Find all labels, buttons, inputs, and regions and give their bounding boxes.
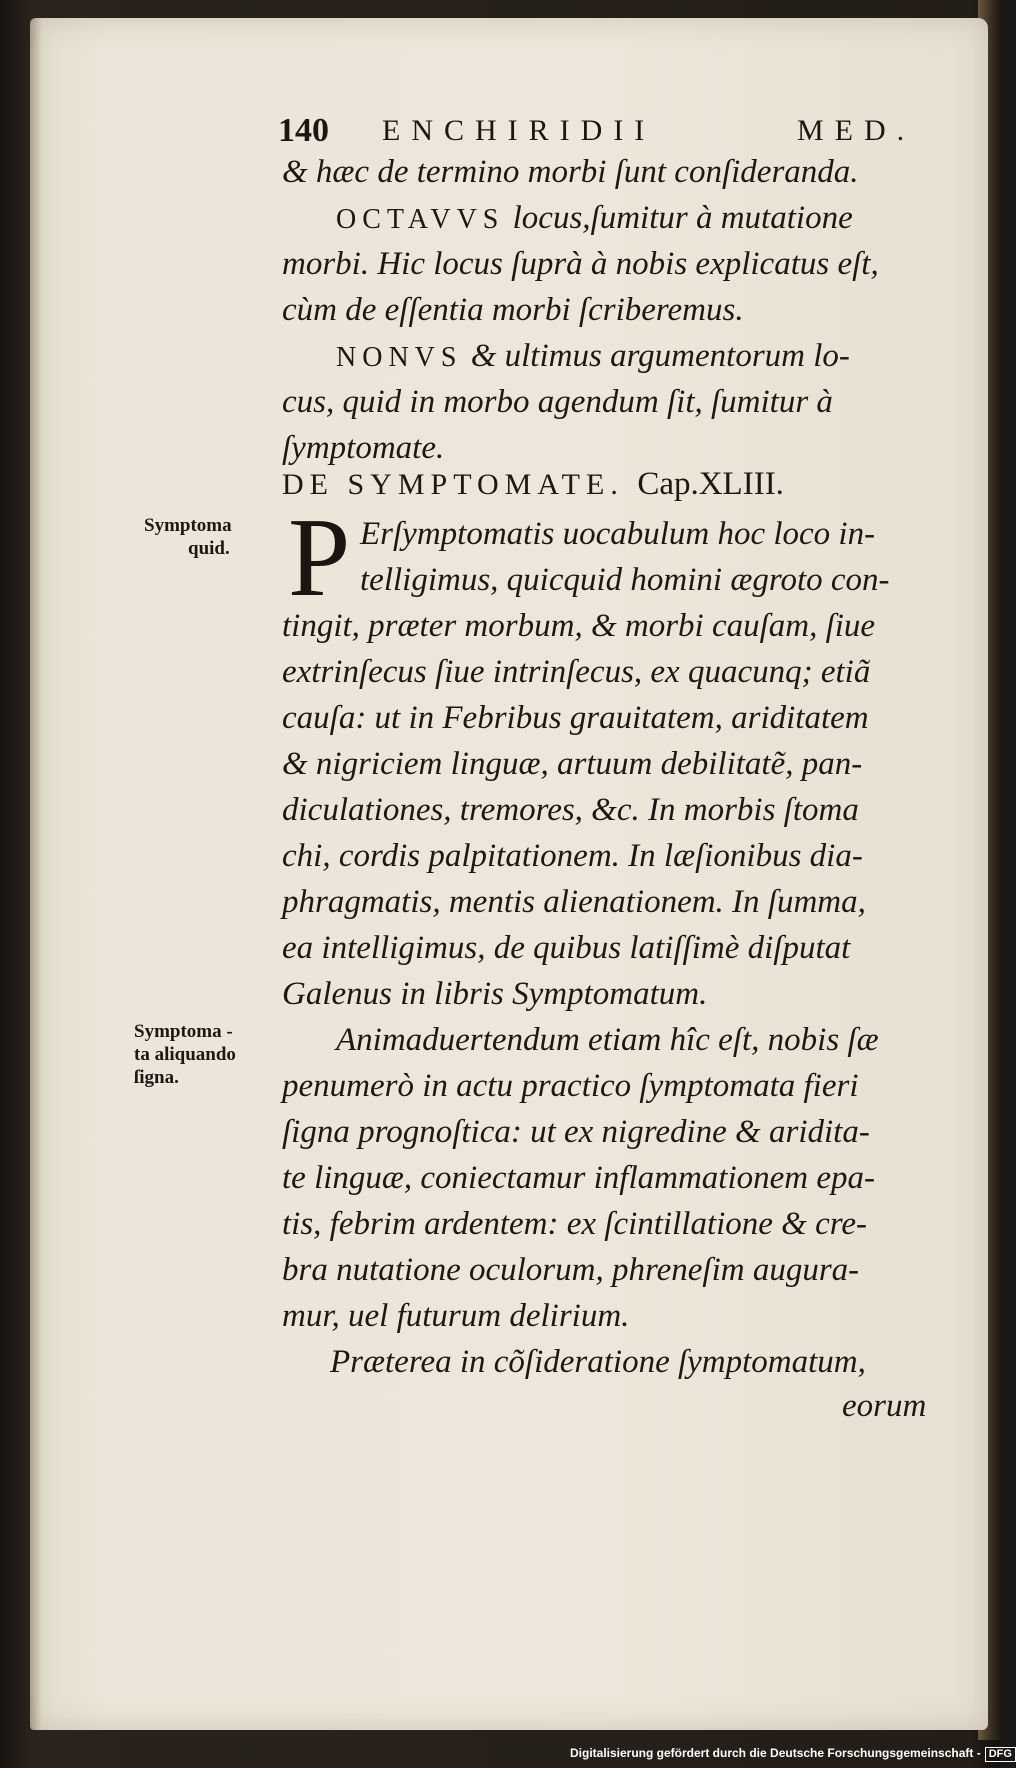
text-line: tis, febrim ardentem: ex ſcintillatione & cre- [282,1206,867,1242]
digitization-credit [570,1746,1012,1764]
text-line: diculationes, tremores, &c. In morbis ſtoma [282,792,859,828]
text-line: tingit, præter morbum, & morbi cauſam, ſiue [282,608,876,644]
text-line [336,336,850,378]
catchword: eorum [842,1388,927,1424]
text-line [336,198,853,240]
small-caps-word: OCTAVVS [336,204,505,235]
chapter-number: Cap.XLIII. [637,466,784,502]
text-line: Præterea in cõſideratione ſymptomatum, [330,1344,866,1380]
text-line: mur, uel futurum delirium. [282,1298,630,1334]
margin-note-line: ſigna. [134,1067,179,1088]
text-line: bra nutatione oculorum, phreneſim augura- [282,1252,860,1288]
credit-text: Digitalisierung gefördert durch die Deutsche Forschungsgemeinschaft - [570,1746,981,1760]
running-header [278,110,918,154]
text-line: ſymptomate. [282,430,445,466]
small-caps-word: NONVS [336,342,463,373]
page-number: 140 [278,112,329,149]
margin-note-line: ta aliquando [134,1044,236,1065]
text-line-rest: & ultimus argumentorum lo- [470,338,850,374]
margin-note-line: quid. [188,538,230,559]
text-line: chi, cordis palpitationem. In læſionibus dia- [282,838,863,874]
text-line: ea intelligimus, de quibus latiſſimè diſputat [282,930,851,966]
margin-note-symptoma-quid [144,514,232,560]
text-line: Animaduertendum etiam hîc eſt, nobis ſæ [336,1022,879,1058]
text-line: telligimus, quicquid homini ægroto con- [360,562,890,598]
running-title-abbrev: MED. [797,114,916,147]
text-line: Erſymptomatis uocabulum hoc loco in- [360,516,876,552]
text-line: ſigna prognoſtica: ut ex nigredine & aridita- [282,1114,870,1150]
dfg-logo: DFG [985,1747,1016,1762]
drop-cap: P [288,496,351,620]
text-line: morbi. Hic locus ſuprà à nobis explicatus eſt, [282,246,879,282]
chapter-title: DE SYMPTOMATE. [282,468,624,501]
text-line: cauſa: ut in Febribus grauitatem, ariditatem [282,700,869,736]
margin-note-line: Symptoma [144,515,232,536]
text-line: penumerò in actu practico ſymptomata fieri [282,1068,859,1104]
page-shadow [30,18,42,1730]
text-line-rest: locus,ſumitur à mutatione [512,200,853,236]
text-line: & nigriciem linguæ, artuum debilitatẽ, pan- [282,746,863,782]
margin-note-symptomata-signa [134,1020,236,1089]
text-line: Galenus in libris Symptomatum. [282,976,708,1012]
chapter-heading [282,466,784,503]
text-line: & hæc de termino morbi ſunt conſideranda. [282,154,859,190]
text-line: phragmatis, mentis alienationem. In ſumma, [282,884,866,920]
margin-note-line: Symptoma - [134,1021,233,1042]
text-line: cùm de eſſentia morbi ſcriberemus. [282,292,744,328]
text-line: te linguæ, coniectamur inflammationem epa- [282,1160,875,1196]
text-line: extrinſecus ſiue intrinſecus, ex quacunq; etiã [282,654,871,690]
text-line: cus, quid in morbo agendum ſit, ſumitur à [282,384,833,420]
running-title: ENCHIRIDII [382,114,656,147]
